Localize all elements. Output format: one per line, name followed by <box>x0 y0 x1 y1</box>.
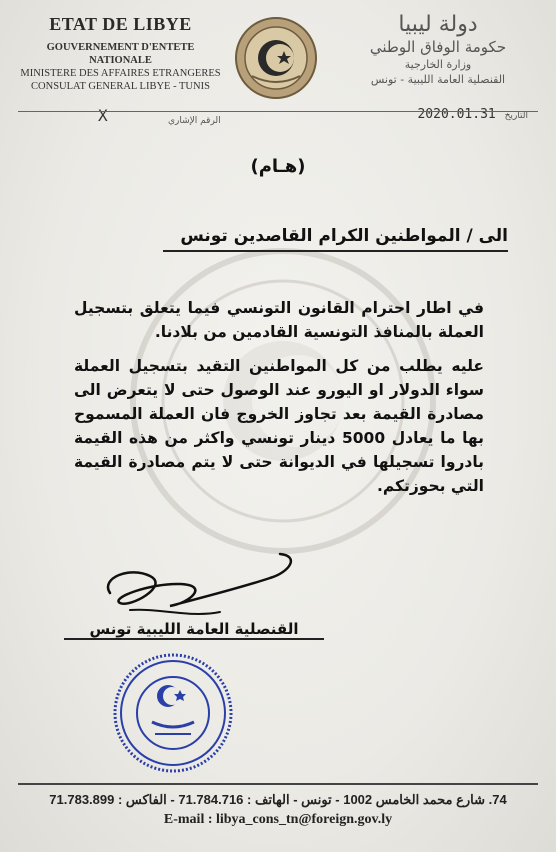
handwritten-signature-icon <box>90 548 320 628</box>
header-country-ar: دولة ليبيا <box>398 12 478 37</box>
header-divider <box>18 111 538 112</box>
notice-title: (هـام) <box>250 156 306 177</box>
header-consulate-ar: القنصلية العامة الليبية - تونس <box>370 73 506 86</box>
header-government-ar: حكومة الوفاق الوطني <box>369 38 507 56</box>
date-label: التاريخ <box>504 111 528 121</box>
letter-body <box>74 296 484 508</box>
consulate-stamp-icon <box>110 650 236 776</box>
reference-value: X <box>98 106 108 125</box>
date-line <box>417 107 528 122</box>
header-arabic <box>338 12 538 87</box>
footer-email: E-mail : libya_cons_tn@foreign.gov.ly <box>163 812 393 827</box>
libya-emblem-icon <box>234 16 318 100</box>
header-french <box>18 14 223 93</box>
header-government-fr: GOUVERNEMENT D'ENTETE NATIONALE <box>46 42 195 66</box>
signature-label: القنصلية العامة الليبية تونس <box>64 620 324 640</box>
header-consulate-fr: CONSULAT GENERAL LIBYE - TUNIS <box>31 81 210 92</box>
addressee-line: الى / المواطنين الكرام القاصدين تونس <box>180 226 508 246</box>
footer-divider <box>18 783 538 785</box>
date-value: 2020.01.31 <box>417 107 496 122</box>
addressee-underline <box>163 250 508 252</box>
reference-label: الرقم الإشاري <box>168 116 221 126</box>
header-country-fr: ETAT DE LIBYE <box>49 14 192 34</box>
body-paragraph-2: عليه يطلب من كل المواطنين التقيد بتسجيل العملة سواء الدولار او اليورو عند الوصول حتى لا يتعرض الى مصادرة القيمة بعد تجاوز الخروج فان العملة المسموح بها ما يعادل 5000 دينار تونسي واكثر من هذه القيمة بادروا تسجيلها في الديوانة حتى لا يتم مصادرة القيمة التي بحوزتكم. <box>74 357 484 495</box>
header-ministry-ar: وزارة الخارجية <box>404 58 472 71</box>
body-paragraph-1: في اطار احترام القانون التونسي فيما يتعلق بتسجيل العملة بالمنافذ التونسية القادمين من بلادنا. <box>74 299 484 341</box>
footer-address: 74. شارع محمد الخامس 1002 - تونس - الهاتف : 71.784.716 - الفاكس : 71.783.899 <box>49 792 507 807</box>
header-ministry-fr: MINISTERE DES AFFAIRES ETRANGERES <box>20 68 221 79</box>
